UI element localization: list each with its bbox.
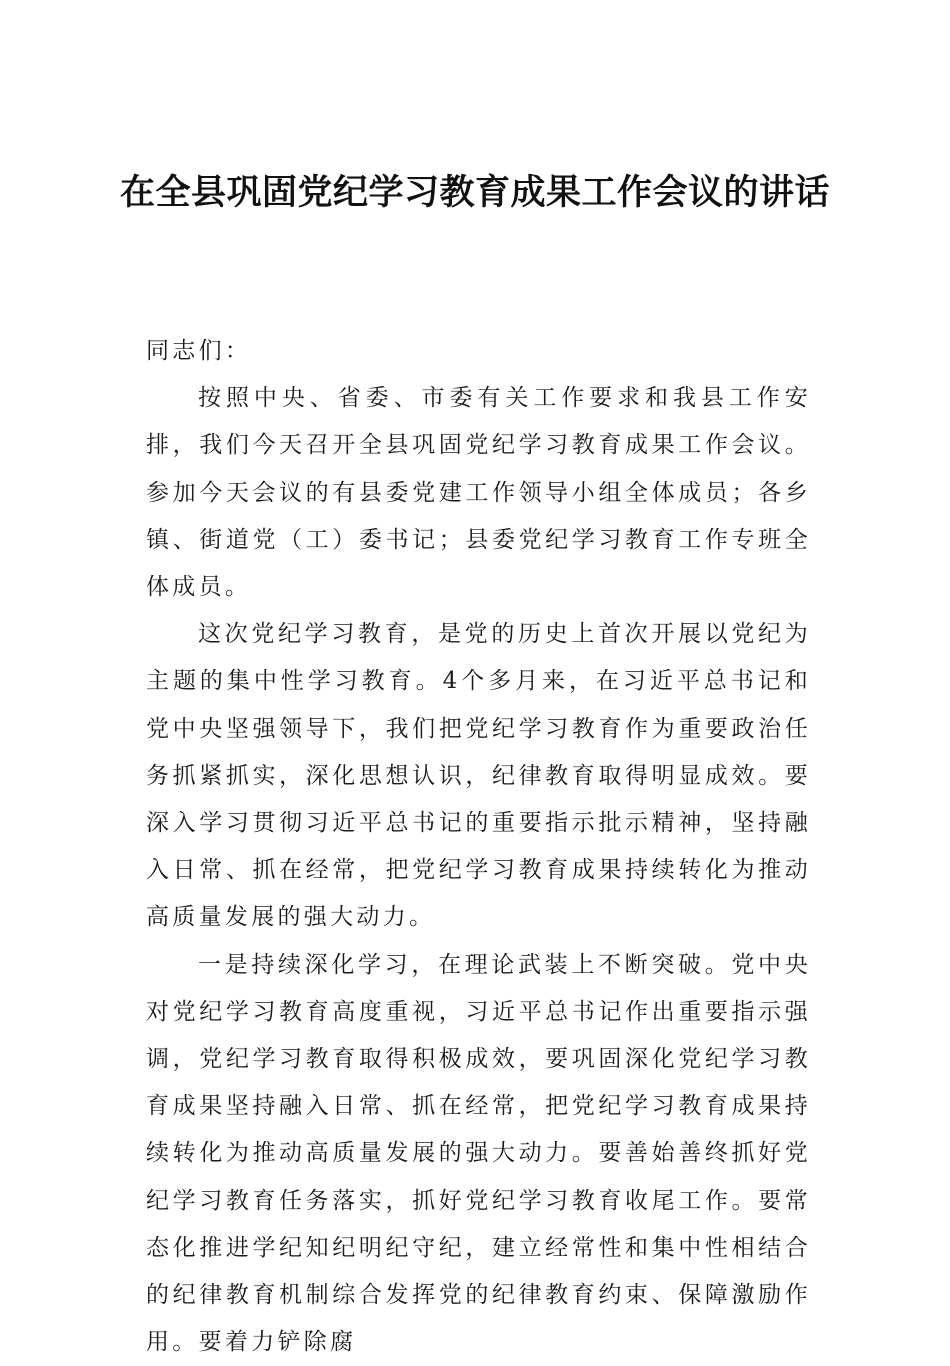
paragraph: 一是持续深化学习，在理论武装上不断突破。党中央对党纪学习教育高度重视，习近平总书记作出重要指示强调，党纪学习教育取得积极成效，要巩固深化党纪学习教育成果坚持融入日常、抓在经常，把党纪学习教育成果持续转化为推动高质量发展的强大动力。要善始善终抓好党纪学习教育任务落实，抓好党纪学习教育收尾工作。要常态化推进学纪知纪明纪守纪，建立经常性和集中性相结合的纪律教育机制综合发挥党的纪律教育约束、保障激励作用。要着力铲除腐 [146,951,811,1356]
salutation: 同志们： [146,338,252,364]
paragraph: 按照中央、省委、市委有关工作要求和我县工作安排，我们今天召开全县巩固党纪学习教育成果工作会议。参加今天会议的有县委党建工作领导小组全体成员；各乡镇、街道党（工）委书记；县委党纪学习教育工作专班全体成员。 [146,385,811,601]
paragraph: 这次党纪学习教育，是党的历史上首次开展以党纪为主题的集中性学习教育。4个多月来，在习近平总书记和党中央坚强领导下，我们把党纪学习教育作为重要政治任务抓紧抓实，深化思想认识，纪律教育取得明显成效。要深入学习贯彻习近平总书记的重要指示批示精神，坚持融入日常、抓在经常，把党纪学习教育成果持续转化为推动高质量发展的强大动力。 [146,621,811,931]
document-title: 在全县巩固党纪学习教育成果工作会议的讲话 [120,172,831,213]
document-body [146,328,811,1366]
